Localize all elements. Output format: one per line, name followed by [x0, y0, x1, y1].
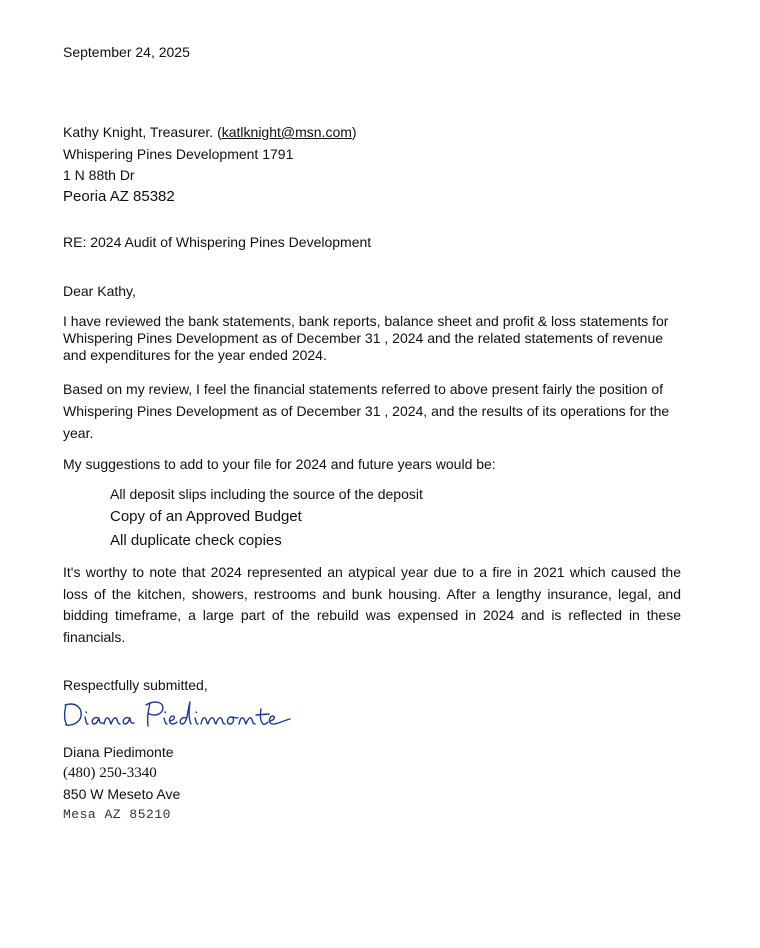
recipient-name-line	[63, 124, 357, 140]
handwritten-signature	[58, 693, 308, 733]
body-paragraph-opinion: Based on my review, I feel the financial statements referred to above present fairly the position of Whispering Pines Development as of December 31 , 2024, and the results of its operations for the year.	[63, 381, 670, 441]
recipient-name-prefix: Kathy Knight, Treasurer. (	[63, 124, 222, 140]
suggestion-list	[110, 485, 423, 553]
recipient-organization: Whispering Pines Development 1791	[63, 146, 294, 162]
suggestion-item: Copy of an Approved Budget	[110, 508, 302, 525]
suggestion-item: All duplicate check copies	[110, 532, 282, 549]
sender-name: Diana Piedimonte	[63, 744, 174, 760]
recipient-street: 1 N 88th Dr	[63, 167, 135, 183]
body-paragraph-review: I have reviewed the bank statements, bank reports, balance sheet and profit & loss statements for Whispering Pines Development as of December 31 , 2024 and the related statements of revenue and expenditures for the year ended 2024.	[63, 313, 669, 363]
letter-date: September 24, 2025	[63, 44, 190, 60]
sender-street: 850 W Meseto Ave	[63, 786, 181, 802]
subject-line: RE: 2024 Audit of Whispering Pines Development	[63, 234, 372, 250]
sender-phone: (480) 250-3340	[63, 765, 157, 781]
body-paragraph-suggestions-intro: My suggestions to add to your file for 2024 and future years would be:	[63, 456, 496, 472]
salutation: Dear Kathy,	[63, 283, 136, 299]
closing: Respectfully submitted,	[63, 677, 208, 693]
recipient-city: Peoria AZ 85382	[63, 188, 175, 205]
recipient-name-suffix: )	[351, 124, 357, 140]
suggestion-item: All deposit slips including the source of the deposit	[110, 486, 423, 502]
sender-city: Mesa AZ 85210	[63, 807, 171, 822]
body-paragraph-note: It's worthy to note that 2024 represented an atypical year due to a fire in 2021 which caused the loss of the kitchen, showers, restrooms and bunk housing. After a lengthy insurance, legal, and bidding timeframe, a large part of the rebuild was expensed in 2024 and is reflected in these financials.	[63, 564, 681, 645]
recipient-email-link[interactable]: katlknight@msn.com	[221, 124, 352, 140]
